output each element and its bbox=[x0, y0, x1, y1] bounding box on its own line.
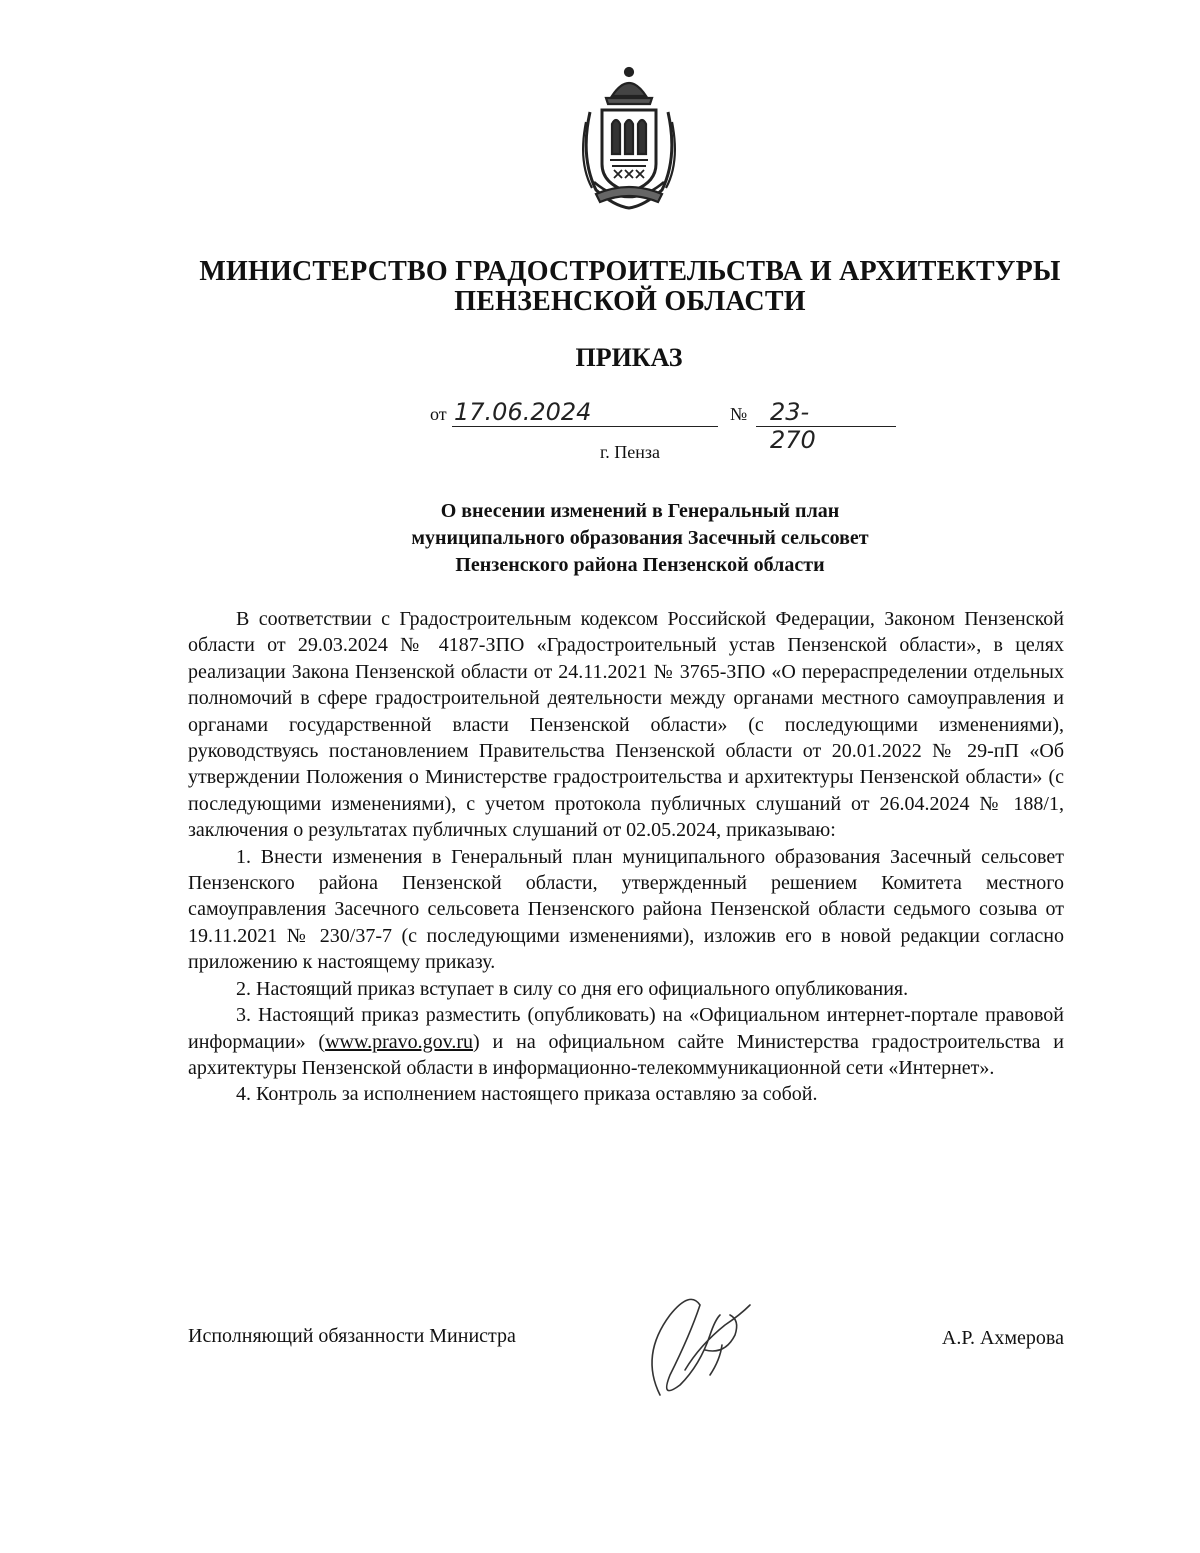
item3-text-part1: 3. Настоящий приказ разместить (опубликовать) на «Официальном интернет-портале правовой информации» ( bbox=[188, 1004, 1064, 1053]
subject-line3: Пензенского района Пензенской области bbox=[455, 554, 825, 576]
order-body bbox=[188, 606, 1064, 1108]
coat-of-arms-icon bbox=[574, 62, 684, 212]
issue-city: г. Пенза bbox=[599, 442, 661, 462]
signer-position: Исполняющий обязанности Министра bbox=[188, 1325, 516, 1347]
preamble-paragraph: В соответствии с Градостроительным кодексом Российской Федерации, Законом Пензенской области от 29.03.2024 № 4187-ЗПО «Градостроительный устав Пензенской области», в целях реализации Закона Пензенской области от 24.11.2021 № 3765-ЗПО «О перераспределении отдельных полномочий в сфере градостроительной деятельности между органами местного самоуправления и органами государственной власти Пензенской области» (с последующими изменениями), руководствуясь постановлением Правительства Пензенской области от 20.01.2022 № 29-пП «Об утверждении Положения о Министерстве градостроительства и архитектуры Пензенской области» (с последующими изменениями), с учетом протокола публичных слушаний от 26.04.2024 № 188/1, заключения о результатах публичных слушаний от 02.05.2024, приказываю: bbox=[188, 608, 1064, 842]
handwritten-signature bbox=[630, 1275, 770, 1415]
document-type-title: ПРИКАЗ bbox=[575, 343, 683, 372]
pravo-gov-link[interactable]: www.pravo.gov.ru bbox=[325, 1030, 474, 1053]
number-prefix: № bbox=[730, 404, 748, 424]
order-item-1: 1. Внести изменения в Генеральный план муниципального образования Засечный сельсовет Пензенского района Пензенской области, утвержденный решением Комитета местного самоуправления Засечного сельсовета Пензенского района Пензенской области седьмого созыва от 19.11.2021 № 230/37-7 (с последующими изменениями), изложив его в новой редакции согласно приложению к настоящему приказу. bbox=[188, 845, 1064, 974]
subject-line2: муниципального образования Засечный сельсовет bbox=[411, 527, 869, 549]
order-number-handwritten: 23-270 bbox=[770, 398, 816, 454]
number-underline bbox=[756, 426, 896, 427]
date-prefix: от bbox=[430, 404, 447, 424]
order-item-2: 2. Настоящий приказ вступает в силу со дня его официального опубликования. bbox=[236, 977, 909, 1000]
order-date-handwritten: 17.06.2024 bbox=[454, 398, 592, 426]
signer-name: А.Р. Ахмерова bbox=[941, 1327, 1064, 1349]
date-underline bbox=[452, 426, 718, 427]
ministry-name-line2: ПЕНЗЕНСКОЙ ОБЛАСТИ bbox=[454, 286, 806, 317]
order-item-3 bbox=[188, 1002, 1064, 1081]
subject-line1: О внесении изменений в Генеральный план bbox=[440, 500, 840, 522]
order-item-4: 4. Контроль за исполнением настоящего приказа оставляю за собой. bbox=[236, 1083, 818, 1106]
item3-text-part2: ) и на официальном сайте Министерства градостроительства и архитектуры Пензенской области в информационно-телекоммуникационной сети «Интернет». bbox=[188, 1030, 1064, 1079]
ministry-name-line1: МИНИСТЕРСТВО ГРАДОСТРОИТЕЛЬСТВА И АРХИТЕКТУРЫ bbox=[199, 256, 1061, 287]
